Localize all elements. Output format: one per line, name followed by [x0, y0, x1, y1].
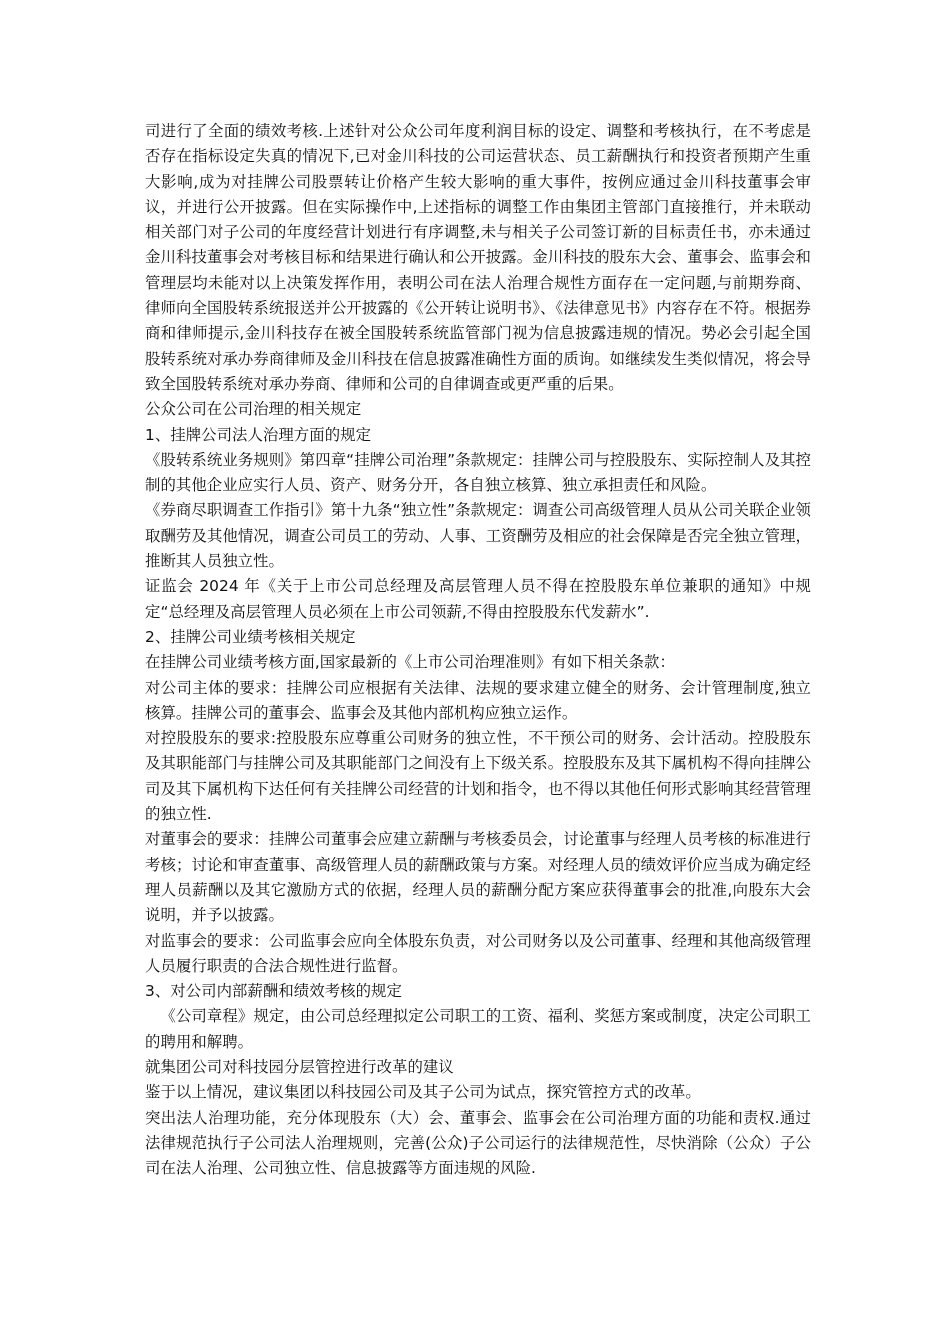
paragraph: 《券商尽职调查工作指引》第十九条“独立性”条款规定：调查公司高级管理人员从公司关联企业领取酬劳及其他情况，调查公司员工的劳动、人事、工资酬劳及相应的社会保障是否完全独立管理，推断其人员独立性。 [145, 501, 811, 571]
paragraph: 《公司章程》规定，由公司总经理拟定公司职工的工资、福利、奖惩方案或制度，决定公司职工的聘用和解聘。 [145, 1007, 811, 1051]
paragraph: 突出法人治理功能，充分体现股东（大）会、董事会、监事会在公司治理方面的功能和责权.通过法律规范执行子公司法人治理规则，完善(公众)子公司运行的法律规范性，尽快消除（公众）子公司在法人治理、公司独立性、信息披露等方面违规的风险. [145, 1108, 811, 1178]
document-body [145, 119, 811, 1181]
section-heading: 就集团公司对科技园分层管控进行改革的建议 [145, 1057, 454, 1076]
paragraph: 对控股股东的要求:控股股东应尊重公司财务的独立性，不干预公司的财务、会计活动。控股股东及其职能部门与挂牌公司及其职能部门之间没有上下级关系。控股股东及其下属机构不得向挂牌公司及其下属机构下达任何有关挂牌公司经营的计划和指令，也不得以其他任何形式影响其经营管理的独立性. [145, 729, 811, 824]
paragraph: 对董事会的要求：挂牌公司董事会应建立薪酬与考核委员会，讨论董事与经理人员考核的标准进行考核；讨论和审查董事、高级管理人员的薪酬政策与方案。对经理人员的绩效评价应当成为确定经理人员薪酬以及其它激励方式的依据，经理人员的薪酬分配方案应获得董事会的批准,向股东大会说明，并予以披露。 [145, 830, 811, 925]
section-heading: 公众公司在公司治理的相关规定 [145, 400, 362, 419]
subsection-heading: 1、挂牌公司法人治理方面的规定 [145, 425, 372, 444]
paragraph: 证监会 2024 年《关于上市公司总经理及高层管理人员不得在控股股东单位兼职的通知》中规定“总经理及高层管理人员必须在上市公司领薪,不得由控股股东代发薪水”. [145, 577, 811, 621]
subsection-heading: 2、挂牌公司业绩考核相关规定 [145, 627, 356, 646]
paragraph: 司进行了全面的绩效考核.上述针对公众公司年度利润目标的设定、调整和考核执行，在不考虑是否存在指标设定失真的情况下,已对金川科技的公司运营状态、员工薪酬执行和投资者预期产生重大影响,成为对挂牌公司股票转让价格产生较大影响的重大事件，按例应通过金川科技董事会审议，并进行公开披露。但在实际操作中,上述指标的调整工作由集团主管部门直接推行，并未联动相关部门对子公司的年度经营计划进行有序调整,未与相关子公司签订新的目标责任书，亦未通过金川科技董事会对考核目标和结果进行确认和公开披露。金川科技的股东大会、董事会、监事会和管理层均未能对以上决策发挥作用，表明公司在法人治理合规性方面存在一定问题,与前期券商、律师向全国股转系统报送并公开披露的《公开转让说明书》、《法律意见书》内容存在不符。根据券商和律师提示,金川科技存在被全国股转系统监管部门视为信息披露违规的情况。势必会引起全国股转系统对承办券商律师及金川科技在信息披露准确性方面的质询。如继续发生类似情况，将会导致全国股转系统对承办券商、律师和公司的自律调查或更严重的后果。 [145, 122, 811, 393]
paragraph: 在挂牌公司业绩考核方面,国家最新的《上市公司治理准则》有如下相关条款： [145, 653, 675, 672]
paragraph: 对公司主体的要求：挂牌公司应根据有关法律、法规的要求建立健全的财务、会计管理制度,独立核算。挂牌公司的董事会、监事会及其他内部机构应独立运作。 [145, 678, 811, 722]
paragraph: 对监事会的要求：公司监事会应向全体股东负责，对公司财务以及公司董事、经理和其他高级管理人员履行职责的合法合规性进行监督。 [145, 931, 811, 975]
paragraph: 《股转系统业务规则》第四章“挂牌公司治理”条款规定：挂牌公司与控股股东、实际控制人及其控制的其他企业应实行人员、资产、财务分开，各自独立核算、独立承担责任和风险。 [145, 450, 811, 495]
paragraph: 鉴于以上情况，建议集团以科技园公司及其子公司为试点，探究管控方式的改革。 [145, 1083, 701, 1102]
subsection-heading: 3、对公司内部薪酬和绩效考核的规定 [145, 982, 402, 1001]
